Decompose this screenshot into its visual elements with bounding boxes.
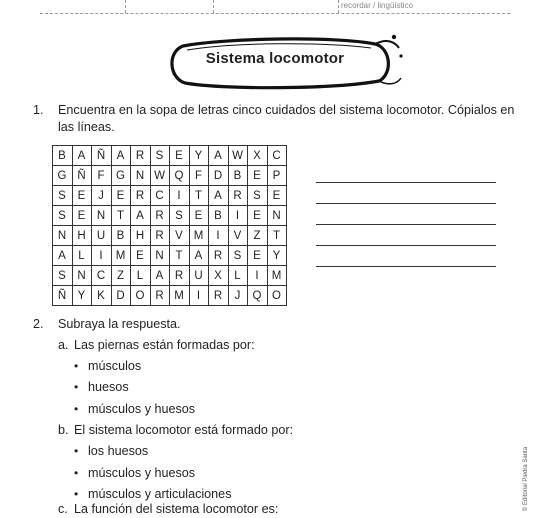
grid-row — [53, 146, 287, 166]
answer-line[interactable] — [316, 245, 496, 246]
grid-cell[interactable]: Z — [111, 266, 131, 286]
grid-cell[interactable]: Q — [170, 166, 190, 186]
grid-cell[interactable]: U — [189, 266, 209, 286]
grid-cell[interactable]: N — [53, 226, 73, 246]
option-item[interactable]: los huesos — [88, 444, 149, 458]
grid-cell[interactable]: Ñ — [72, 166, 92, 186]
option-item[interactable]: músculos y huesos — [88, 466, 196, 480]
grid-cell[interactable]: E — [170, 146, 190, 166]
question-text: Encuentra en la sopa de letras cinco cuidados del sistema locomotor. Cópialos en — [58, 103, 515, 117]
question-text: las líneas. — [58, 120, 115, 134]
grid-row — [53, 266, 287, 286]
subquestion-label: b. — [58, 423, 69, 437]
title-banner — [165, 34, 405, 92]
grid-cell[interactable]: Y — [267, 246, 287, 266]
grid-cell[interactable]: S — [248, 186, 268, 206]
grid-cell[interactable]: C — [92, 266, 112, 286]
grid-cell[interactable]: R — [131, 146, 151, 166]
grid-cell[interactable]: Z — [248, 226, 268, 246]
grid-cell[interactable]: E — [111, 186, 131, 206]
subquestion-text: La función del sistema locomotor es: — [74, 502, 279, 516]
grid-cell[interactable]: D — [209, 166, 229, 186]
top-header-strip — [0, 0, 550, 14]
page-title: Sistema locomotor — [205, 50, 345, 67]
grid-cell[interactable]: P — [267, 166, 287, 186]
grid-cell[interactable]: E — [248, 246, 268, 266]
grid-cell[interactable]: W — [228, 146, 248, 166]
grid-cell[interactable]: T — [170, 246, 190, 266]
publisher-text: © Editorial Piedra Santa — [523, 446, 529, 512]
grid-cell[interactable]: C — [150, 186, 170, 206]
grid-cell[interactable]: I — [170, 186, 190, 206]
grid-cell[interactable]: Q — [248, 286, 268, 306]
grid-cell[interactable]: E — [248, 206, 268, 226]
grid-row — [53, 166, 287, 186]
grid-cell[interactable]: A — [209, 186, 229, 206]
bullet-icon: • — [74, 359, 79, 373]
grid-cell[interactable]: M — [111, 246, 131, 266]
grid-cell[interactable]: C — [267, 146, 287, 166]
grid-cell[interactable]: A — [189, 246, 209, 266]
grid-cell[interactable]: A — [131, 206, 151, 226]
grid-cell[interactable]: I — [189, 286, 209, 306]
grid-cell[interactable]: R — [209, 286, 229, 306]
grid-cell[interactable]: L — [228, 266, 248, 286]
answer-line[interactable] — [316, 182, 496, 183]
option-item[interactable]: músculos — [88, 359, 142, 373]
grid-cell[interactable]: F — [92, 166, 112, 186]
header-dashed-line — [40, 13, 510, 14]
question-number: 2. — [33, 317, 44, 331]
grid-cell[interactable]: I — [92, 246, 112, 266]
grid-cell[interactable]: A — [53, 246, 73, 266]
header-divider — [213, 0, 214, 13]
grid-row — [53, 246, 287, 266]
bullet-icon: • — [74, 444, 79, 458]
bullet-icon: • — [74, 487, 79, 501]
grid-cell[interactable]: S — [53, 186, 73, 206]
subquestion-label: a. — [58, 338, 69, 352]
grid-row — [53, 226, 287, 246]
grid-cell[interactable]: D — [111, 286, 131, 306]
grid-cell[interactable]: K — [92, 286, 112, 306]
grid-cell[interactable]: T — [267, 226, 287, 246]
option-item[interactable]: músculos y articulaciones — [88, 487, 232, 501]
grid-cell[interactable]: N — [131, 166, 151, 186]
grid-cell[interactable]: T — [189, 186, 209, 206]
grid-cell[interactable]: I — [228, 206, 248, 226]
bullet-icon: • — [74, 402, 79, 416]
grid-cell[interactable]: E — [72, 206, 92, 226]
grid-cell[interactable]: X — [248, 146, 268, 166]
grid-cell[interactable]: X — [209, 266, 229, 286]
grid-cell[interactable]: G — [111, 166, 131, 186]
answer-line[interactable] — [316, 266, 496, 267]
grid-cell[interactable]: B — [111, 226, 131, 246]
option-item[interactable]: músculos y huesos — [88, 402, 196, 416]
grid-cell[interactable]: S — [53, 206, 73, 226]
grid-cell[interactable]: N — [72, 266, 92, 286]
grid-cell[interactable]: I — [248, 266, 268, 286]
grid-cell[interactable]: Y — [189, 146, 209, 166]
grid-cell[interactable]: E — [248, 166, 268, 186]
grid-cell[interactable]: E — [267, 186, 287, 206]
grid-cell[interactable]: S — [170, 206, 190, 226]
grid-cell[interactable]: R — [228, 186, 248, 206]
grid-cell[interactable]: R — [131, 186, 151, 206]
answer-line[interactable] — [316, 203, 496, 204]
grid-cell[interactable]: T — [111, 206, 131, 226]
grid-cell[interactable]: M — [267, 266, 287, 286]
grid-cell[interactable]: R — [170, 266, 190, 286]
header-divider — [125, 0, 126, 13]
grid-cell[interactable]: H — [72, 226, 92, 246]
grid-cell[interactable]: V — [170, 226, 190, 246]
grid-cell[interactable]: R — [209, 246, 229, 266]
subquestion-text: El sistema locomotor está formado por: — [74, 423, 294, 437]
header-hint: recordar / lingüístico — [341, 1, 414, 10]
bullet-icon: • — [74, 466, 79, 480]
grid-cell[interactable]: S — [228, 246, 248, 266]
answer-line[interactable] — [316, 224, 496, 225]
question-text: Subraya la respuesta. — [58, 317, 181, 331]
grid-cell[interactable]: W — [150, 166, 170, 186]
grid-cell[interactable]: B — [228, 166, 248, 186]
grid-cell[interactable]: N — [92, 206, 112, 226]
grid-cell[interactable]: O — [131, 286, 151, 306]
grid-cell[interactable]: B — [209, 206, 229, 226]
question-number: 1. — [33, 103, 44, 117]
grid-cell[interactable]: H — [131, 226, 151, 246]
grid-cell[interactable]: V — [228, 226, 248, 246]
word-search-grid — [52, 145, 287, 306]
grid-row — [53, 186, 287, 206]
publisher-credit — [519, 448, 529, 518]
grid-cell[interactable]: R — [150, 226, 170, 246]
grid-cell[interactable]: L — [131, 266, 151, 286]
grid-cell[interactable]: S — [150, 146, 170, 166]
grid-cell[interactable]: A — [150, 266, 170, 286]
grid-cell[interactable]: E — [72, 186, 92, 206]
grid-cell[interactable]: R — [150, 206, 170, 226]
grid-cell[interactable]: J — [228, 286, 248, 306]
grid-cell[interactable]: O — [267, 286, 287, 306]
grid-cell[interactable]: R — [150, 286, 170, 306]
grid-cell[interactable]: L — [72, 246, 92, 266]
header-divider — [338, 0, 339, 13]
grid-cell[interactable]: Y — [72, 286, 92, 306]
grid-cell[interactable]: B — [53, 146, 73, 166]
option-item[interactable]: huesos — [88, 380, 129, 394]
grid-cell[interactable]: S — [53, 266, 73, 286]
subquestion-text: Las piernas están formadas por: — [74, 338, 255, 352]
grid-cell[interactable]: M — [189, 226, 209, 246]
grid-cell[interactable]: F — [189, 166, 209, 186]
grid-cell[interactable]: G — [53, 166, 73, 186]
grid-cell[interactable]: N — [150, 246, 170, 266]
grid-cell[interactable]: U — [92, 226, 112, 246]
grid-cell[interactable]: A — [111, 146, 131, 166]
grid-cell[interactable]: I — [209, 226, 229, 246]
grid-cell[interactable]: E — [189, 206, 209, 226]
grid-row — [53, 286, 287, 306]
grid-cell[interactable]: M — [170, 286, 190, 306]
grid-cell[interactable]: E — [131, 246, 151, 266]
grid-cell[interactable]: Ñ — [92, 146, 112, 166]
grid-cell[interactable]: A — [209, 146, 229, 166]
bullet-icon: • — [74, 380, 79, 394]
grid-cell[interactable]: A — [72, 146, 92, 166]
subquestion-label: c. — [58, 502, 68, 516]
grid-cell[interactable]: J — [92, 186, 112, 206]
grid-row — [53, 206, 287, 226]
grid-cell[interactable]: Ñ — [53, 286, 73, 306]
grid-cell[interactable]: N — [267, 206, 287, 226]
